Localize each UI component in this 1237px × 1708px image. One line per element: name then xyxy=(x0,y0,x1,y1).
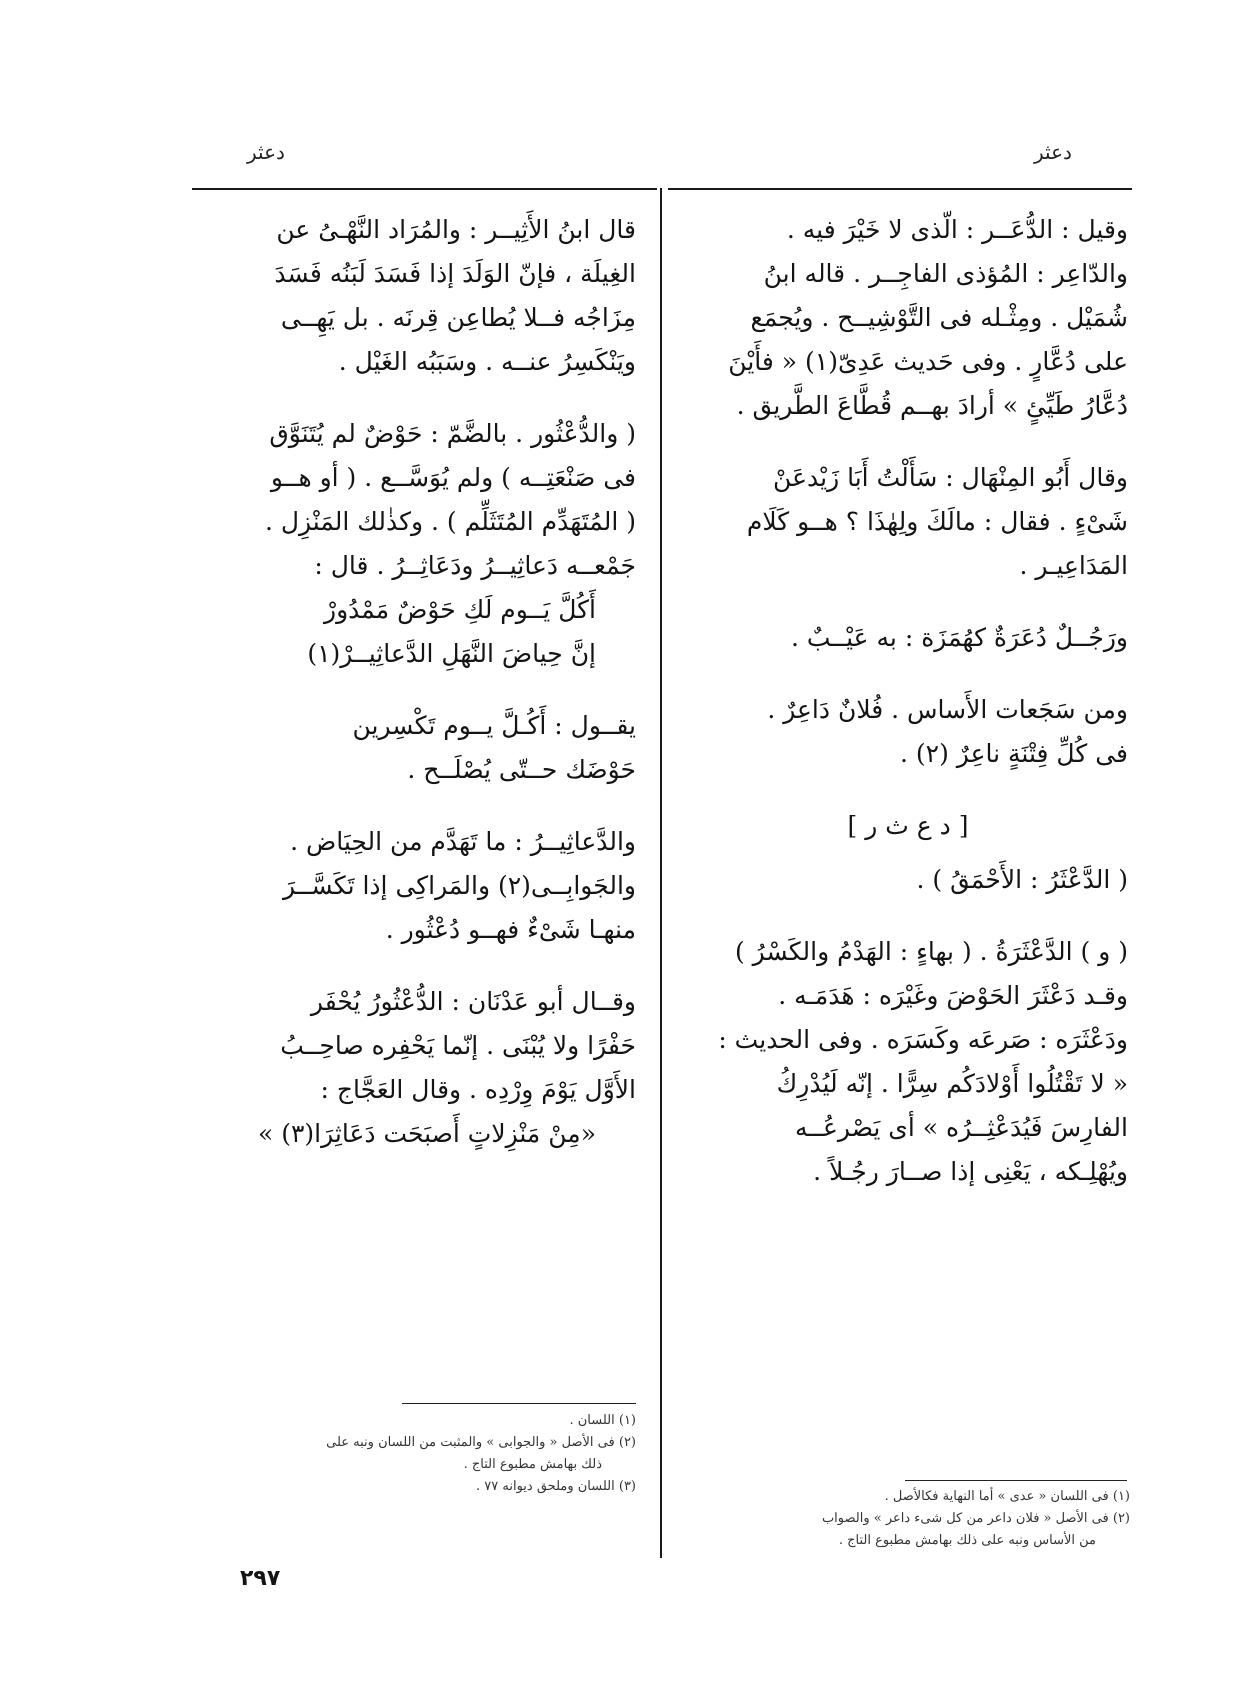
left-column xyxy=(196,208,636,1156)
text-line: ويُهْلِـكه ، يَعْنِى إذا صــارَ رجُـلاً . xyxy=(813,1157,1128,1186)
text-line: ورَجُــلٌ دُعَرَةٌ كهُمَزَة : به عَيْــبٌ . xyxy=(791,623,1128,652)
paragraph-da-thar xyxy=(688,858,1128,902)
right-column xyxy=(688,208,1128,1194)
footnote: ذلك بهامش مطبوع التاج . xyxy=(463,1457,602,1472)
column-divider xyxy=(660,188,662,1558)
paragraph-du-thur xyxy=(196,412,636,588)
text-line: وقـد دَعْثَرَ الحَوْضَ وغَيْرَه : هَدَمَـه . xyxy=(778,981,1128,1010)
footnote-rule-right xyxy=(905,1480,1127,1481)
text-line: قال ابنُ الأَثِيــر : والمُرَاد النَّهْـىُ عن xyxy=(276,215,636,244)
text-line: والجَوابِــى(٢) والمَراكِى إذا تَكَسَّــرَ xyxy=(283,871,636,900)
text-line: « لا تَقْتُلُوا أَوْلادَكُم سِرًّا . إنّه لَيُدْرِكُ xyxy=(776,1069,1128,1098)
paragraph-ibn-athir xyxy=(196,208,636,384)
quote-line: «مِنْ مَنْزِلاتٍ أَصبَحَت دَعَاثِرَا(٣) » xyxy=(257,1119,596,1148)
footnote: (٢) فى الأصل « فلان داعر من كل شىء داعر » والصواب xyxy=(821,1511,1130,1526)
footnotes-left xyxy=(192,1410,636,1498)
text-line: والدّاعِر : المُؤذى الفاجِــر . قاله ابنُ xyxy=(763,259,1128,288)
text-line: ( والدُّعْثُور . بالضَّمّ : حَوْضٌ لم يُتَنَوَّق xyxy=(269,419,636,448)
paragraph-du-ara xyxy=(688,616,1128,660)
entry-heading: [ د ع ث ر ] xyxy=(847,811,969,840)
paragraph-da-thara xyxy=(688,930,1128,1194)
text-line: ( و ) الدَّعْثَرَةُ . ( بهاءٍ : الهَدْمُ والكَسْرُ ) xyxy=(734,937,1128,966)
text-line: وقيل : الدُّعَــر : الّذى لا خَيْرَ فيه . xyxy=(786,215,1128,244)
text-line: ويَنْكَسِرُ عنــه . وسَبَبُه الغَيْل . xyxy=(338,347,636,376)
footnote: (٢) فى الأصل « والجوابى » والمثبت من اللسان ونبه على xyxy=(326,1435,636,1450)
footnote: (١) اللسان . xyxy=(569,1413,636,1428)
text-line: شُمَيْل . ومِثْـله فى التَّوْشِيــح . ويُجمَع xyxy=(750,303,1128,332)
text-line: وقال أَبُو المِنْهَال : سَأَلْتُ أَبَا زَيْدعَنْ xyxy=(773,463,1128,492)
footnote-rule-left xyxy=(402,1403,636,1404)
verse-line: أَكُلَّ يَــوم لَكِ حَوْضٌ مَمْدُورْ xyxy=(324,595,596,624)
top-rule-right xyxy=(668,188,1132,190)
verse-line: إنَّ حِياضَ النَّهَلِ الدَّعاثِيــرْ(١) xyxy=(307,639,596,668)
footnote: من الأساس ونبه على ذلك بهامش مطبوع التاج . xyxy=(838,1533,1096,1548)
text-line: الغِيلَة ، فإنّ الوَلَدَ إذا فَسَدَ لَبَنُه فَسَدَ xyxy=(274,259,636,288)
running-header-left: دعثر xyxy=(247,140,285,164)
text-line: دُعَّارُ طَيِّئٍ » أرادَ بهــم قُطَّاعَ الطَّريق . xyxy=(736,391,1128,420)
paragraph-asas xyxy=(688,688,1128,776)
text-line: على دُعَّارٍ . وفى حَديث عَدِىّ(١) « فأَيْنَ xyxy=(728,347,1128,376)
text-line: ( الدَّعْثَرُ : الأَحْمَقُ ) . xyxy=(916,865,1128,894)
text-line: مِزَاجُه فــلا يُطاعِن قِرنَه . بل يَهِــى xyxy=(280,303,636,332)
page-number: ٢٩٧ xyxy=(240,1566,281,1591)
text-line: وقــال أبو عَدْنَان : الدُّعْثُورُ يُحْفَر xyxy=(310,987,636,1016)
footnotes-right xyxy=(700,1486,1130,1552)
footnote: (١) فى اللسان « عدى » أما النهاية فكالأصل . xyxy=(884,1489,1130,1504)
text-line: الأَوَّل يَوْمَ وِرْدِه . وقال العَجَّاج : xyxy=(320,1075,636,1104)
paragraph-abu-adnan xyxy=(196,980,636,1156)
footnote: (٣) اللسان وملحق ديوانه ٧٧ . xyxy=(476,1479,636,1494)
text-line: ومن سَجَعات الأَساس . فُلانٌ دَاعِرٌ . xyxy=(767,695,1128,724)
running-header-right: دعثر xyxy=(1034,140,1072,164)
text-line: ( المُتَهَدِّم المُتَثَلِّم ) . وكذٰلك المَنْزِل . xyxy=(264,507,636,536)
text-line: والدَّعاثِيــرُ : ما تَهَدَّم من الحِيَاض . xyxy=(290,827,636,856)
paragraph-da-athir xyxy=(196,820,636,952)
top-rule-left xyxy=(192,188,657,190)
text-line: فى صَنْعَتِــه ) ولم يُوَسَّــع . ( أو هــو xyxy=(270,463,636,492)
text-line: حَفْرًا ولا يُبْنَى . إنّما يَحْفِره صاحِــبُ xyxy=(280,1031,636,1060)
text-line: جَمْعــه دَعاثِيــرُ ودَعَاثِــرُ . قال : xyxy=(314,551,636,580)
verse-block xyxy=(196,588,636,676)
text-line: يقــول : أَكُـلَّ يــوم تَكْسِرين xyxy=(352,711,636,740)
text-line: الفارِسَ فَيُدَعْثِــرُه » أى يَصْرعُــه xyxy=(794,1113,1128,1142)
text-line: منهـا شَىْءٌ فهــو دُعْثُور . xyxy=(385,915,636,944)
paragraph-abu-minhal xyxy=(688,456,1128,588)
text-line: المَدَاعِيـر . xyxy=(1019,551,1128,580)
text-line: حَوْضَك حــتّى يُصْلَــح . xyxy=(407,755,636,784)
paragraph-du-ar xyxy=(688,208,1128,428)
text-line: شَىْءٍ . فقال : مالَكَ ولِهٰذَا ؟ هــو كَلَام xyxy=(746,507,1128,536)
text-line: فى كُلِّ فِتْنَةٍ ناعِرٌ (٢) . xyxy=(900,739,1128,768)
text-line: ودَعْثَرَه : صَرعَه وكَسَرَه . وفى الحديث : xyxy=(718,1025,1128,1054)
paragraph-yaqul xyxy=(196,704,636,792)
